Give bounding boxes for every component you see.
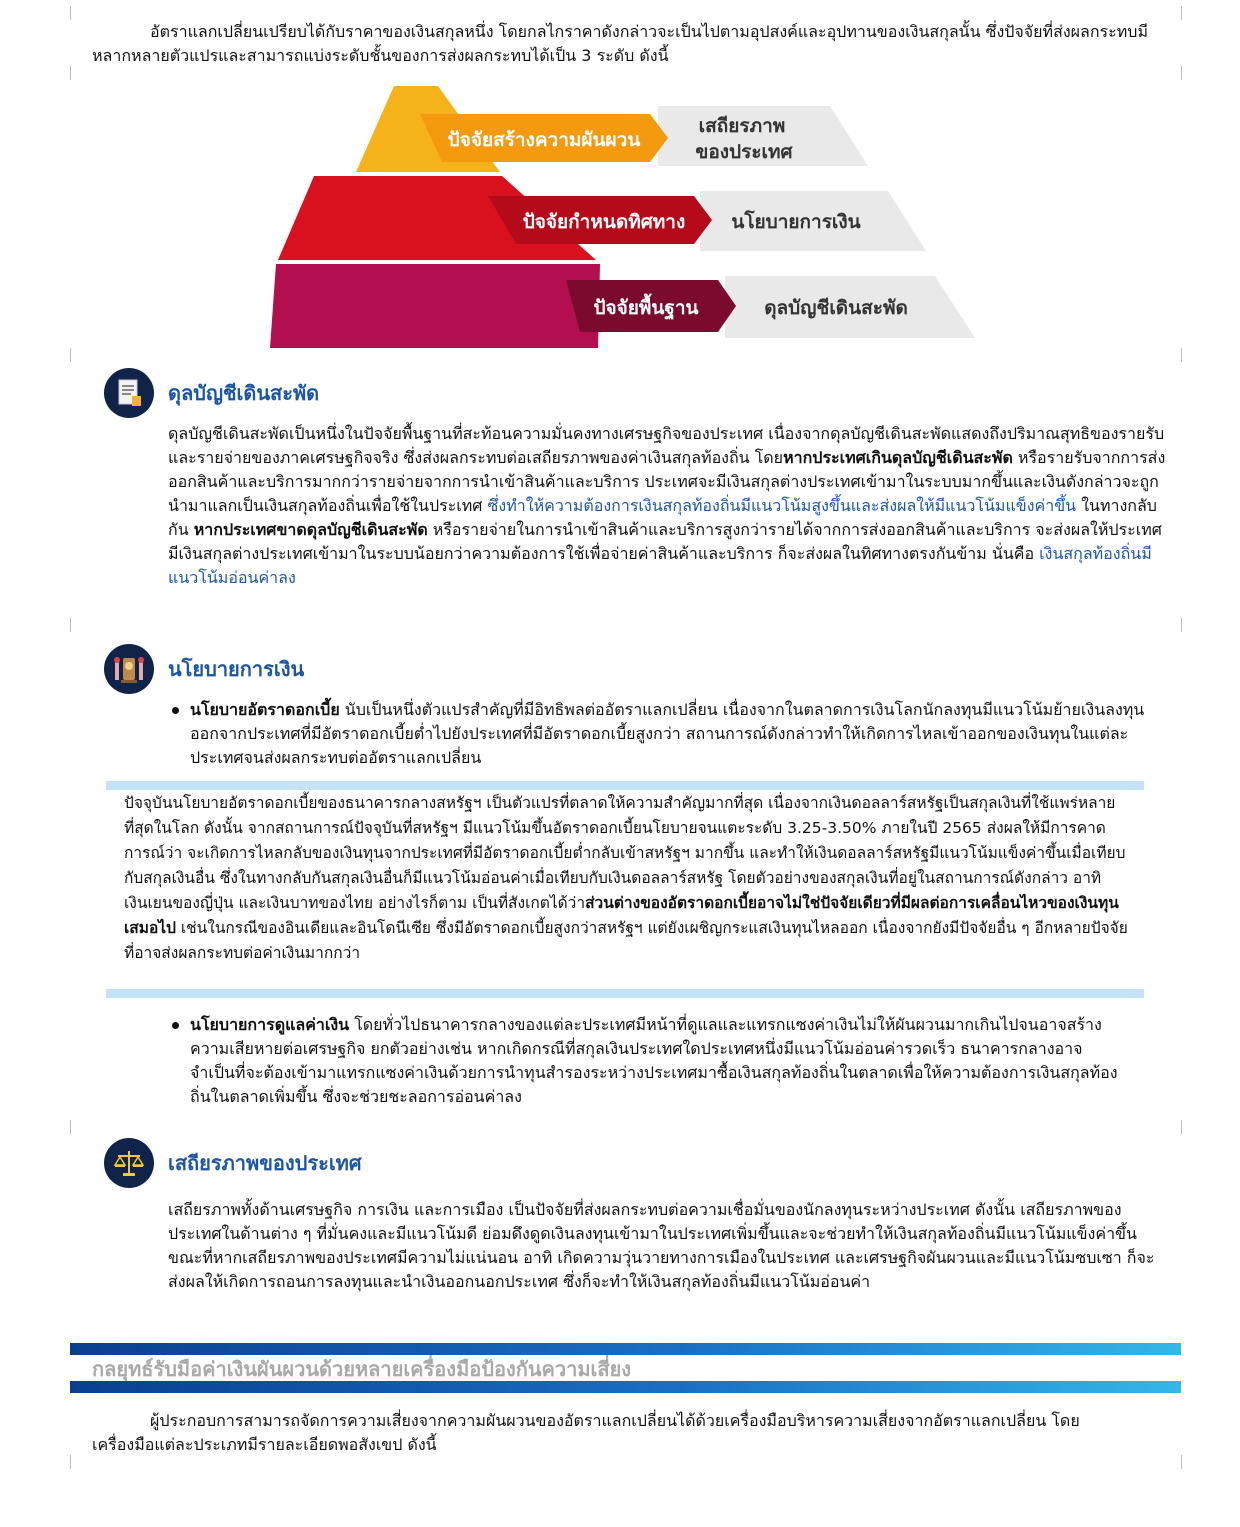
document-icon bbox=[104, 368, 154, 418]
section-title-monetary-policy: นโยบายการเงิน bbox=[168, 657, 305, 681]
margin-tick bbox=[1181, 1455, 1182, 1469]
tier-top-desc-line2: ของประเทศ bbox=[695, 141, 793, 163]
banner-title: กลยุทธ์รับมือค่าเงินผันผวนด้วยหลายเครื่องมือป้องกันความเสี่ยง bbox=[92, 1357, 632, 1381]
text-run: ในทางกลับกัน bbox=[168, 496, 1157, 539]
scales-icon bbox=[104, 1138, 154, 1188]
callout-bottom-rule bbox=[106, 989, 1144, 998]
margin-tick bbox=[70, 6, 71, 20]
section-title-current-account: ดุลบัญชีเดินสะพัด bbox=[168, 381, 320, 405]
highlight-run: ซึ่งทำให้ความต้องการเงินสกุลท้องถิ่นมีแนวโน้มสูงขึ้นและส่งผลให้มีแนวโน้มแข็งค่าขึ้น bbox=[487, 496, 1077, 515]
bold-run: หากประเทศขาดดุลบัญชีเดินสะพัด bbox=[193, 520, 428, 539]
closing-paragraph: ผู้ประกอบการสามารถจัดการความเสี่ยงจากความผันผวนของอัตราแลกเปลี่ยนได้ด้วยเครื่องมือบริหารความเสี่ยงจากอัตราแลกเปลี่ยน โดยเครื่องมือแต่ละประเภทมีรายละเอียดพอสังเขป ดังนี้ bbox=[92, 1411, 1080, 1454]
bold-run: นโยบายอัตราดอกเบี้ย bbox=[190, 700, 340, 719]
bold-run: นโยบายการดูแลค่าเงิน bbox=[190, 1015, 350, 1034]
tier-mid-desc: นโยบายการเงิน bbox=[731, 211, 861, 233]
margin-tick bbox=[1181, 348, 1182, 362]
margin-tick bbox=[70, 1120, 71, 1134]
text-run: โดยทั่วไปธนาคารกลางของแต่ละประเทศมีหน้าที่ดูแลและแทรกแซงค่าเงินไม่ให้ผันผวนมากเกินไปจนอาจสร้างความเสียหายต่อเศรษฐกิจ ยกตัวอย่างเช่น หากเกิดกรณีที่สกุลเงินประเทศใดประเทศหนึ่งมีแนวโน้มอ่อนค่ารวดเร็ว ธนาคารกลางอาจจำเป็นที่จะต้องเข้ามาแทรกแซงค่าเงินด้วยการนำทุนสำรองระหว่างประเทศมาซื้อเงินสกุลท้องถิ่นในตลาดเพื่อให้ความต้องการเงินสกุลท้องถิ่นในตลาดเพิ่มขึ้น ซึ่งจะช่วยชะลอการอ่อนค่าลง bbox=[190, 1015, 1118, 1106]
margin-tick bbox=[1181, 618, 1182, 632]
margin-tick bbox=[1181, 6, 1182, 20]
text-run: หรือรายจ่ายในการนำเข้าสินค้าและบริการสูงกว่ารายได้จากการส่งออกสินค้าและบริการ จะส่งผลให้ประเทศมีเงินสกุลต่างประเทศเข้ามาในระบบน้อยกว่าความต้องการใช้เพื่อจ่ายค่าสินค้าและบริการ ก็จะส่งผลในทิศทางตรงกันข้าม นั่นคือ bbox=[168, 520, 1162, 563]
bold-run: หากประเทศเกินดุลบัญชีเดินสะพัด bbox=[783, 448, 1013, 467]
bank-lamps-icon bbox=[104, 644, 154, 694]
tier-base-trapezoid bbox=[270, 264, 600, 348]
highlight-run: เงินสกุลท้องถิ่นมีแนวโน้มอ่อนค่าลง bbox=[168, 544, 1152, 587]
tier-top-desc-line1: เสถียรภาพ bbox=[698, 115, 786, 137]
tier-top-label: ปัจจัยสร้างความผันผวน bbox=[447, 129, 641, 151]
callout-top-rule bbox=[106, 781, 1144, 790]
banner-bottom-band bbox=[70, 1381, 1181, 1393]
current-account-paragraph bbox=[168, 422, 1166, 590]
text-run: เช่นในกรณีของอินเดียและอินโดนีเซีย ซึ่งมีอัตราดอกเบี้ยสูงกว่าสหรัฐฯ แต่ยังเผชิญกระแสเงินทุนไหลออก เนื่องจากยังมีปัจจัยอื่น ๆ อีกหลายปัจจัยที่อาจส่งผลกระทบต่อค่าเงินมากกว่า bbox=[124, 919, 1128, 962]
tier-base-desc: ดุลบัญชีเดินสะพัด bbox=[764, 297, 908, 319]
country-stability-paragraph: เสถียรภาพทั้งด้านเศรษฐกิจ การเงิน และการเมือง เป็นปัจจัยที่ส่งผลกระทบต่อความเชื่อมั่นของนักลงทุนระหว่างประเทศ ดังนั้น เสถียรภาพของประเทศในด้านต่าง ๆ ที่มั่นคงและมีแนวโน้มดี ย่อมดึงดูดเงินลงทุนเข้ามาในประเทศเพิ่มขึ้นและจะช่วยทำให้เงินสกุลท้องถิ่นมีแนวโน้มแข็งค่าขึ้น ขณะที่หากเสถียรภาพของประเทศมีความไม่แน่นอน อาทิ เกิดความวุ่นวายทางการเมืองในประเทศ และเศรษฐกิจผันผวนและมีแนวโน้มซบเซา ก็จะส่งผลให้เกิดการถอนการลงทุนและนำเงินออกนอกประเทศ ซึ่งก็จะทำให้เงินสกุลท้องถิ่นมีแนวโน้มอ่อนค่า bbox=[168, 1200, 1155, 1291]
section-title-country-stability: เสถียรภาพของประเทศ bbox=[168, 1151, 362, 1175]
margin-tick bbox=[70, 348, 71, 362]
banner-top-band bbox=[70, 1343, 1181, 1355]
margin-tick bbox=[1181, 1120, 1182, 1134]
text-run: นับเป็นหนึ่งตัวแปรสำคัญที่มีอิทธิพลต่ออัตราแลกเปลี่ยน เนื่องจากในตลาดการเงินโลกนักลงทุนมีแนวโน้มย้ายเงินลงทุนออกจากประเทศที่มีอัตราดอกเบี้ยต่ำไปยังประเทศที่มีอัตราดอกเบี้ยสูงกว่า สถานการณ์ดังกล่าวทำให้เกิดการไหลเข้าออกของเงินทุนในแต่ละประเทศจนส่งผลกระทบต่ออัตราแลกเปลี่ยน bbox=[190, 700, 1145, 767]
margin-tick bbox=[70, 1455, 71, 1469]
bullet-dot bbox=[172, 707, 179, 714]
us-rate-callout-text bbox=[124, 791, 1128, 966]
text-run: หรือรายรับจากการส่งออกสินค้าและบริการมากกว่ารายจ่ายจากการนำเข้าสินค้าและบริการ ประเทศจะมีเงินสกุลต่างประเทศเข้ามาในระบบมากขึ้นและเงินดังกล่าวจะถูกนำมาแลกเป็นเงินสกุลท้องถิ่นเพื่อใช้ในประเทศ bbox=[168, 448, 1166, 515]
text-run: ปัจจุบันนโยบายอัตราดอกเบี้ยของธนาคารกลางสหรัฐฯ เป็นตัวแปรที่ตลาดให้ความสำคัญมากที่สุด เนื่องจากเงินดอลลาร์สหรัฐเป็นสกุลเงินที่ใช้แพร่หลายที่สุดในโลก ดังนั้น จากสถานการณ์ปัจจุบันที่สหรัฐฯ มีแนวโน้มขึ้นอัตราดอกเบี้ยนโยบายจนแตะระดับ 3.25-3.50% ภายในปี 2565 ส่งผลให้มีการคาดการณ์ว่า จะเกิดการไหลกลับของเงินทุนจากประเทศที่มีอัตราดอกเบี้ยต่ำกลับเข้าสหรัฐฯ มากขึ้น และทำให้เงินดอลลาร์สหรัฐมีแนวโน้มแข็งค่าขึ้นเมื่อเทียบกับสกุลเงินอื่น ซึ่งในทางกลับกันสกุลเงินอื่นก็มีแนวโน้มอ่อนค่าเมื่อเทียบกับเงินดอลลาร์สหรัฐ โดยตัวอย่างของสกุลเงินที่อยู่ในสถานการณ์ดังกล่าว อาทิ เงินเยนของญี่ปุ่น และเงินบาทของไทย อย่างไรก็ตาม เป็นที่สังเกตได้ว่า bbox=[124, 794, 1126, 912]
margin-tick bbox=[70, 618, 71, 632]
margin-tick bbox=[1181, 66, 1182, 80]
tier-mid-label: ปัจจัยกำหนดทิศทาง bbox=[522, 211, 686, 233]
tier-base-label: ปัจจัยพื้นฐาน bbox=[593, 297, 699, 319]
factor-pyramid-diagram bbox=[270, 84, 980, 352]
bold-run: ส่วนต่างของอัตราดอกเบี้ยอาจไม่ใช่ปัจจัยเดียวที่มีผลต่อการเคลื่อนไหวของเงินทุนเสมอไป bbox=[124, 894, 1119, 937]
text-run: ดุลบัญชีเดินสะพัดเป็นหนึ่งในปัจจัยพื้นฐานที่สะท้อนความมั่นคงทางเศรษฐกิจของประเทศ เนื่องจากดุลบัญชีเดินสะพัดแสดงถึงปริมาณสุทธิของรายรับและรายจ่ายของภาคเศรษฐกิจจริง ซึ่งส่งผลกระทบต่อเสถียรภาพของค่าเงินสกุลท้องถิ่น โดย bbox=[168, 424, 1165, 467]
interest-rate-bullet bbox=[190, 698, 1150, 770]
margin-tick bbox=[70, 66, 71, 80]
bullet-dot bbox=[172, 1022, 179, 1029]
intro-paragraph: อัตราแลกเปลี่ยนเปรียบได้กับราคาของเงินสกุลหนึ่ง โดยกลไกราคาดังกล่าวจะเป็นไปตามอุปสงค์และอุปทานของเงินสกุลนั้น ซึ่งปัจจัยที่ส่งผลกระทบมีหลากหลายตัวแปรและสามารถแบ่งระดับชั้นของการส่งผลกระทบได้เป็น 3 ระดับ ดังนี้ bbox=[92, 22, 1148, 65]
currency-management-bullet bbox=[190, 1013, 1120, 1109]
